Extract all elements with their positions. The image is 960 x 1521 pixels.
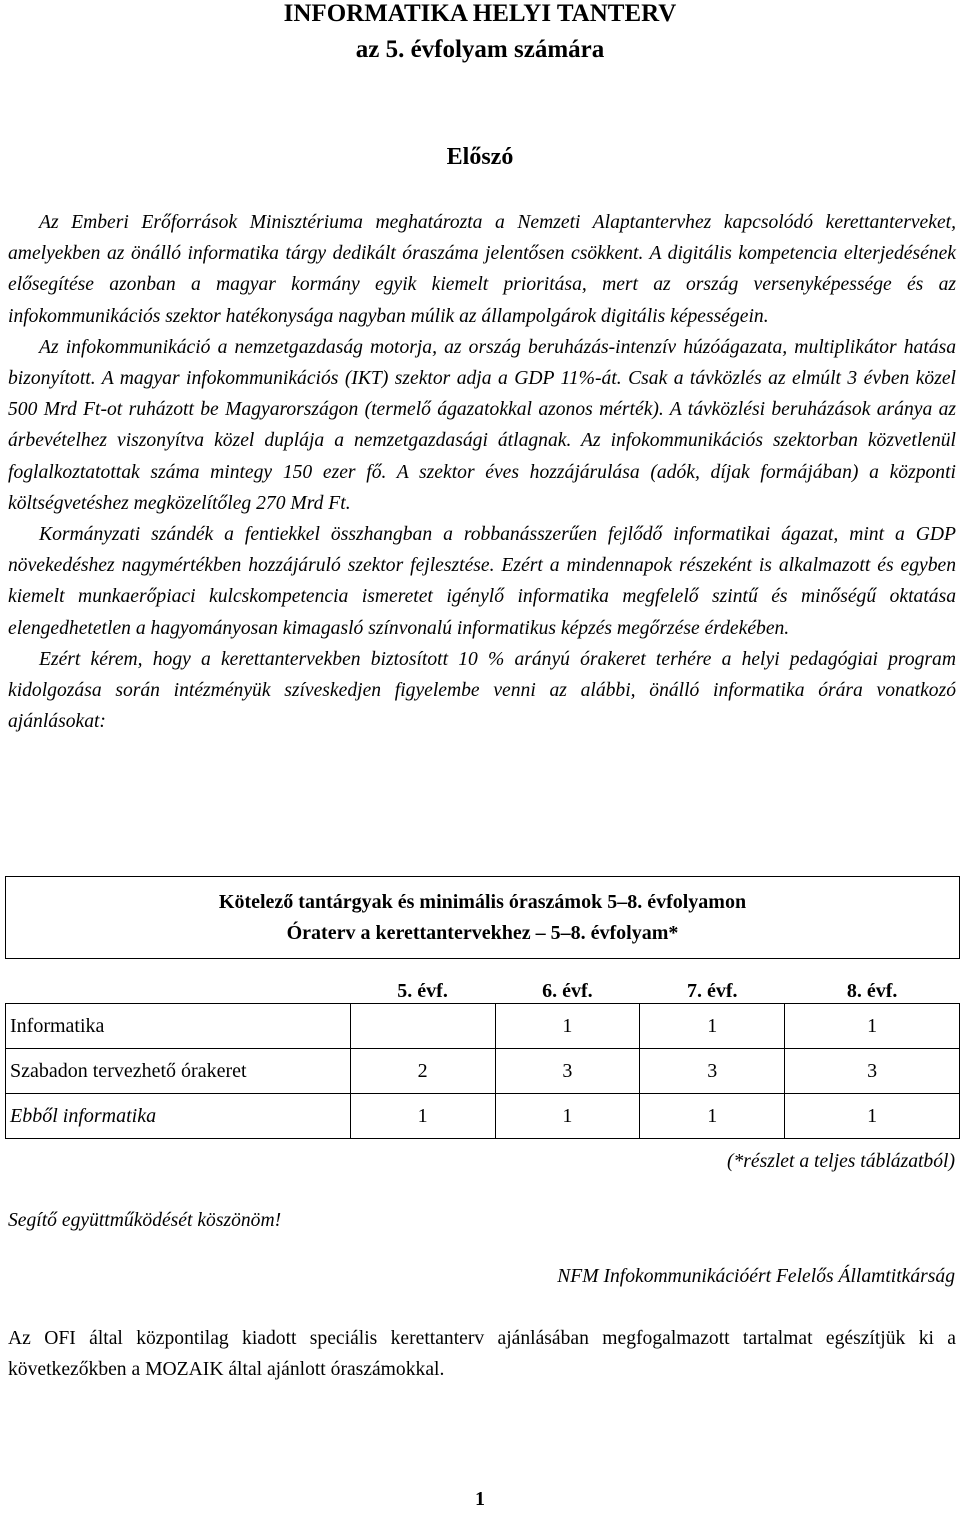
ofi-text: Az OFI által központilag kiadott speciális kerettanterv ajánlásában megfogalmazott tartalmat egészítjük ki a következőkben a MOZAIK által ajánlott óraszámokkal. bbox=[8, 1328, 956, 1381]
table-cell: 1 bbox=[495, 1094, 640, 1139]
table-heading-row bbox=[6, 877, 960, 959]
table-cell: 1 bbox=[350, 1094, 495, 1139]
signer-line: NFM Infokommunikációért Felelős Államtitkárság bbox=[557, 1266, 955, 1287]
table-cell bbox=[350, 1004, 495, 1049]
table-year-header: 6. évf. bbox=[542, 980, 593, 1002]
table-heading-line-2: Óraterv a kerettantervekhez – 5–8. évfolyam* bbox=[286, 921, 679, 944]
table-row bbox=[6, 1004, 960, 1049]
table-heading-cell bbox=[6, 877, 960, 959]
table-row bbox=[6, 1049, 960, 1094]
table-heading-line-1: Kötelező tantárgyak és minimális óraszámok 5–8. évfolyamon bbox=[218, 890, 747, 913]
foreword-paragraph-3: Kormányzati szándék a fentiekkel összhangban a robbanásszerűen fejlődő informatikai ágazat, mint a GDP növekedéshez nagymértékben hozzájáruló szektor fejlesztése. Ezért a mindennapok részeként is alkalmazott és egyben kiemelt munkaerőpiaci kulcskompetencia ismeretet igénylő informatika megfelelő szintű és minőségű oktatása elengedhetetlen a hagyományosan kimagasló színvonalú informatikus képzés megőrzése érdekében. bbox=[8, 524, 956, 639]
foreword-paragraph-2: Az infokommunikáció a nemzetgazdaság motorja, az ország beruházás-intenzív húzóágazata, multiplikátor hatása bizonyított. A magyar infokommunikációs (IKT) szektor adja a GDP 11%-át. Csak a távközlés az elmúlt 3 évben közel 500 Mrd Ft-ot ruházott be Magyarországon (termelő ágazatokkal azonos mérték). A távközlési beruházások aránya az árbevételhez viszonyítva közel duplája a nemzetgazdasági átlagnak. Az infokommunikációs szektorban közvetlenül foglalkoztatottak száma mintegy 150 ezer fő. A szektor éves hozzájárulása (adók, díjak formájában) a központi költségvetéshez megközelítőleg 270 Mrd Ft. bbox=[8, 336, 956, 514]
foreword-body bbox=[8, 207, 956, 737]
foreword-paragraph-4: Ezért kérem, hogy a kerettantervekben biztosított 10 % arányú órakeret terhére a helyi pedagógiai program kidolgozása során intézményük szíveskedjen figyelembe venni az alábbi, önálló informatika órára vonatkozó ajánlásokat: bbox=[8, 648, 956, 733]
table-cell: 1 bbox=[495, 1004, 640, 1049]
hours-table bbox=[5, 876, 960, 1139]
table-row-name: Informatika bbox=[6, 1004, 351, 1049]
table-year-header: 8. évf. bbox=[846, 980, 898, 1002]
table-cell: 2 bbox=[350, 1049, 495, 1094]
table-row-name: Szabadon tervezhető órakeret bbox=[6, 1049, 351, 1094]
table-cell: 1 bbox=[640, 1004, 785, 1049]
table-year-header-empty bbox=[6, 959, 351, 1004]
table-cell: 3 bbox=[640, 1049, 785, 1094]
document-subtitle: az 5. évfolyam számára bbox=[355, 36, 605, 63]
table-cell: 1 bbox=[640, 1094, 785, 1139]
table-year-header: 7. évf. bbox=[686, 980, 738, 1002]
table-cell: 3 bbox=[785, 1049, 960, 1094]
document-title: INFORMATIKA HELYI TANTERV bbox=[283, 0, 677, 27]
table-cell: 3 bbox=[495, 1049, 640, 1094]
table-cell: 1 bbox=[785, 1004, 960, 1049]
table-row-name: Ebből informatika bbox=[6, 1094, 351, 1139]
table-footnote: (*részlet a teljes táblázatból) bbox=[726, 1151, 955, 1172]
foreword-paragraph-1: Az Emberi Erőforrások Minisztériuma meghatározta a Nemzeti Alaptantervhez kapcsolódó kerettanterveket, amelyekben az önálló informatika tárgy dedikált óraszáma jelentősen csökkent. A digitális kompetencia elterjedésének elősegítése azonban a magyar kormány egyik kiemelt prioritása, mert az ország versenyképessége és az infokommunikációs szektor hatékonysága nagyban múlik az állampolgárok digitális képességein. bbox=[8, 212, 956, 327]
table-cell: 1 bbox=[785, 1094, 960, 1139]
table-year-header: 5. évf. bbox=[397, 980, 448, 1002]
foreword-heading: Előszó bbox=[446, 144, 514, 170]
thanks-line: Segítő együttműködését köszönöm! bbox=[8, 1210, 282, 1231]
page-number: 1 bbox=[475, 1488, 485, 1510]
ofi-paragraph bbox=[8, 1323, 956, 1385]
table-year-header-row bbox=[6, 959, 960, 1004]
table-row bbox=[6, 1094, 960, 1139]
